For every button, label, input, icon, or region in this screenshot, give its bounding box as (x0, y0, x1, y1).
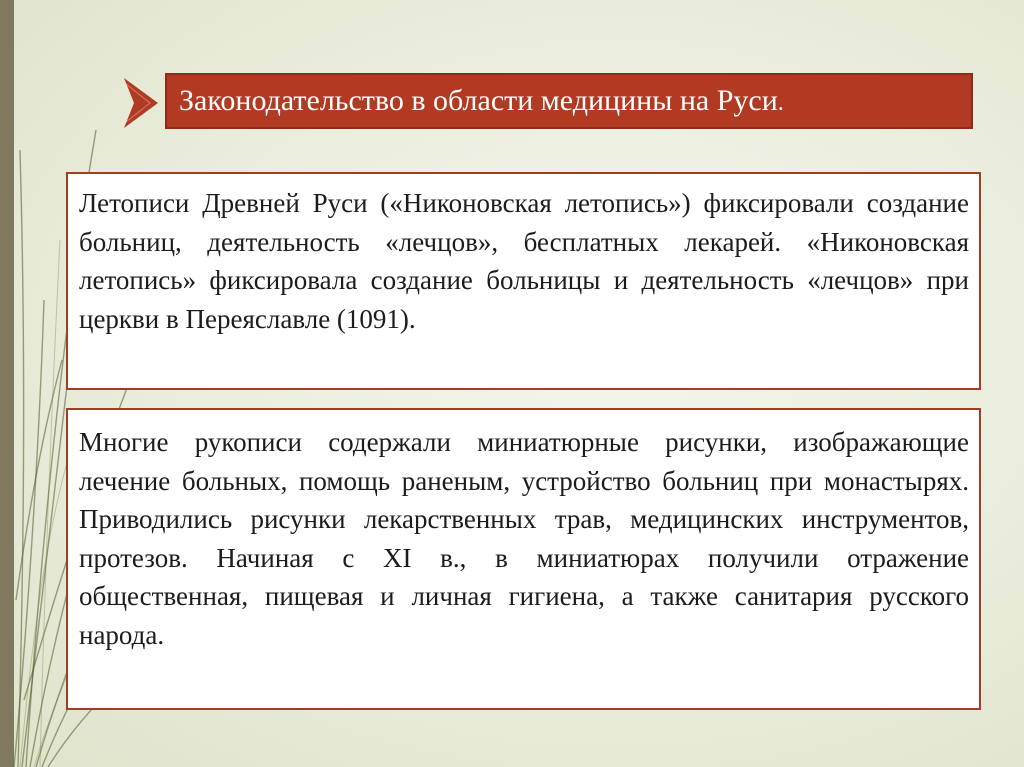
text-block-chronicles: Летописи Древней Руси («Никоновская летопись») фиксировали создание больниц, деятельность «лечцов», бесплатных лекарей. «Никоновская летопись» фиксировала создание больницы и деятельность «лечцов» при церкви в Переяславле (1091). (66, 172, 981, 390)
title-main: Законодательство в области медицины на Руси (179, 84, 778, 117)
arrow-icon (124, 78, 158, 128)
text-block-manuscripts: Многие рукописи содержали миниатюрные рисунки, изображающие лечение больных, помощь раненым, устройство больниц при монастырях. Приводились рисунки лекарственных трав, медицинских инструментов, протезов. Начиная с XI в., в миниатюрах получили отражение общественная, пищевая и личная гигиена, а также санитария русского народа. (66, 408, 981, 710)
page-title (167, 86, 784, 116)
title-suffix: . (777, 90, 784, 116)
title-banner (165, 73, 973, 129)
